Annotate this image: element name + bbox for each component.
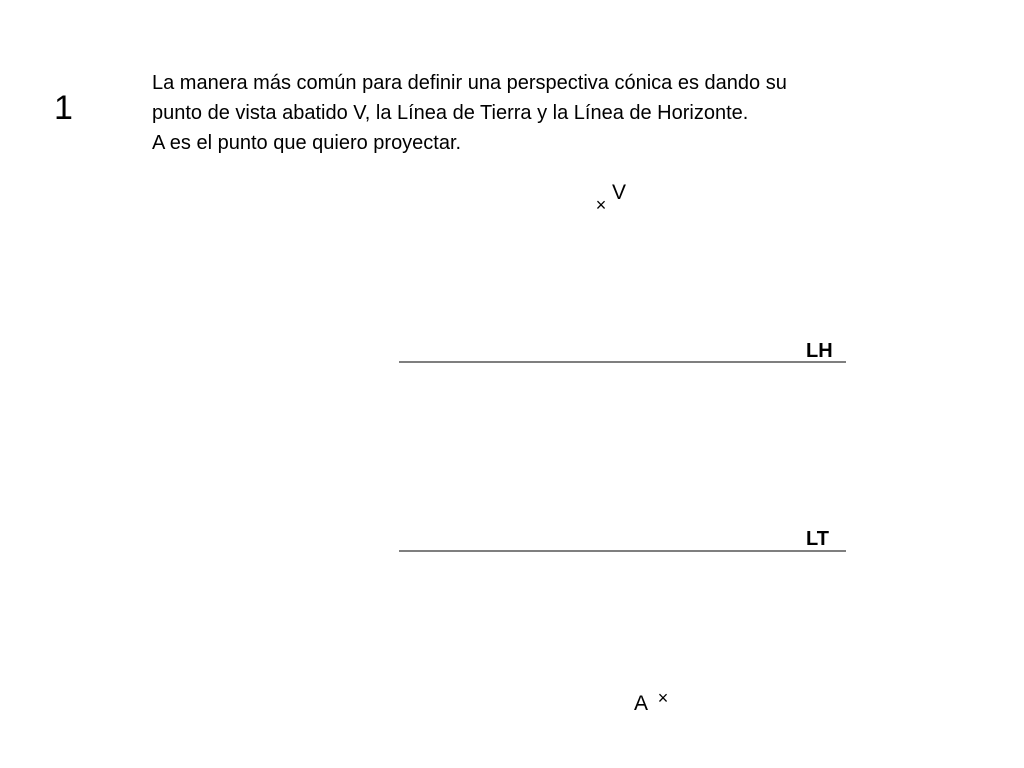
slide-number: 1 [54,89,73,127]
description-line-1: La manera más común para definir una perspectiva cónica es dando su [152,72,787,94]
point-v-label: V [612,181,627,204]
ground-line-label: LT [806,528,829,550]
point-v-mark: × [595,195,607,215]
description-line-2: punto de vista abatido V, la Línea de Tierra y la Línea de Horizonte. [152,102,749,124]
horizon-line-label: LH [806,340,833,362]
point-a-mark: × [657,688,669,708]
description-line-3: A es el punto que quiero proyectar. [152,132,462,154]
point-a-label: A [634,692,649,715]
